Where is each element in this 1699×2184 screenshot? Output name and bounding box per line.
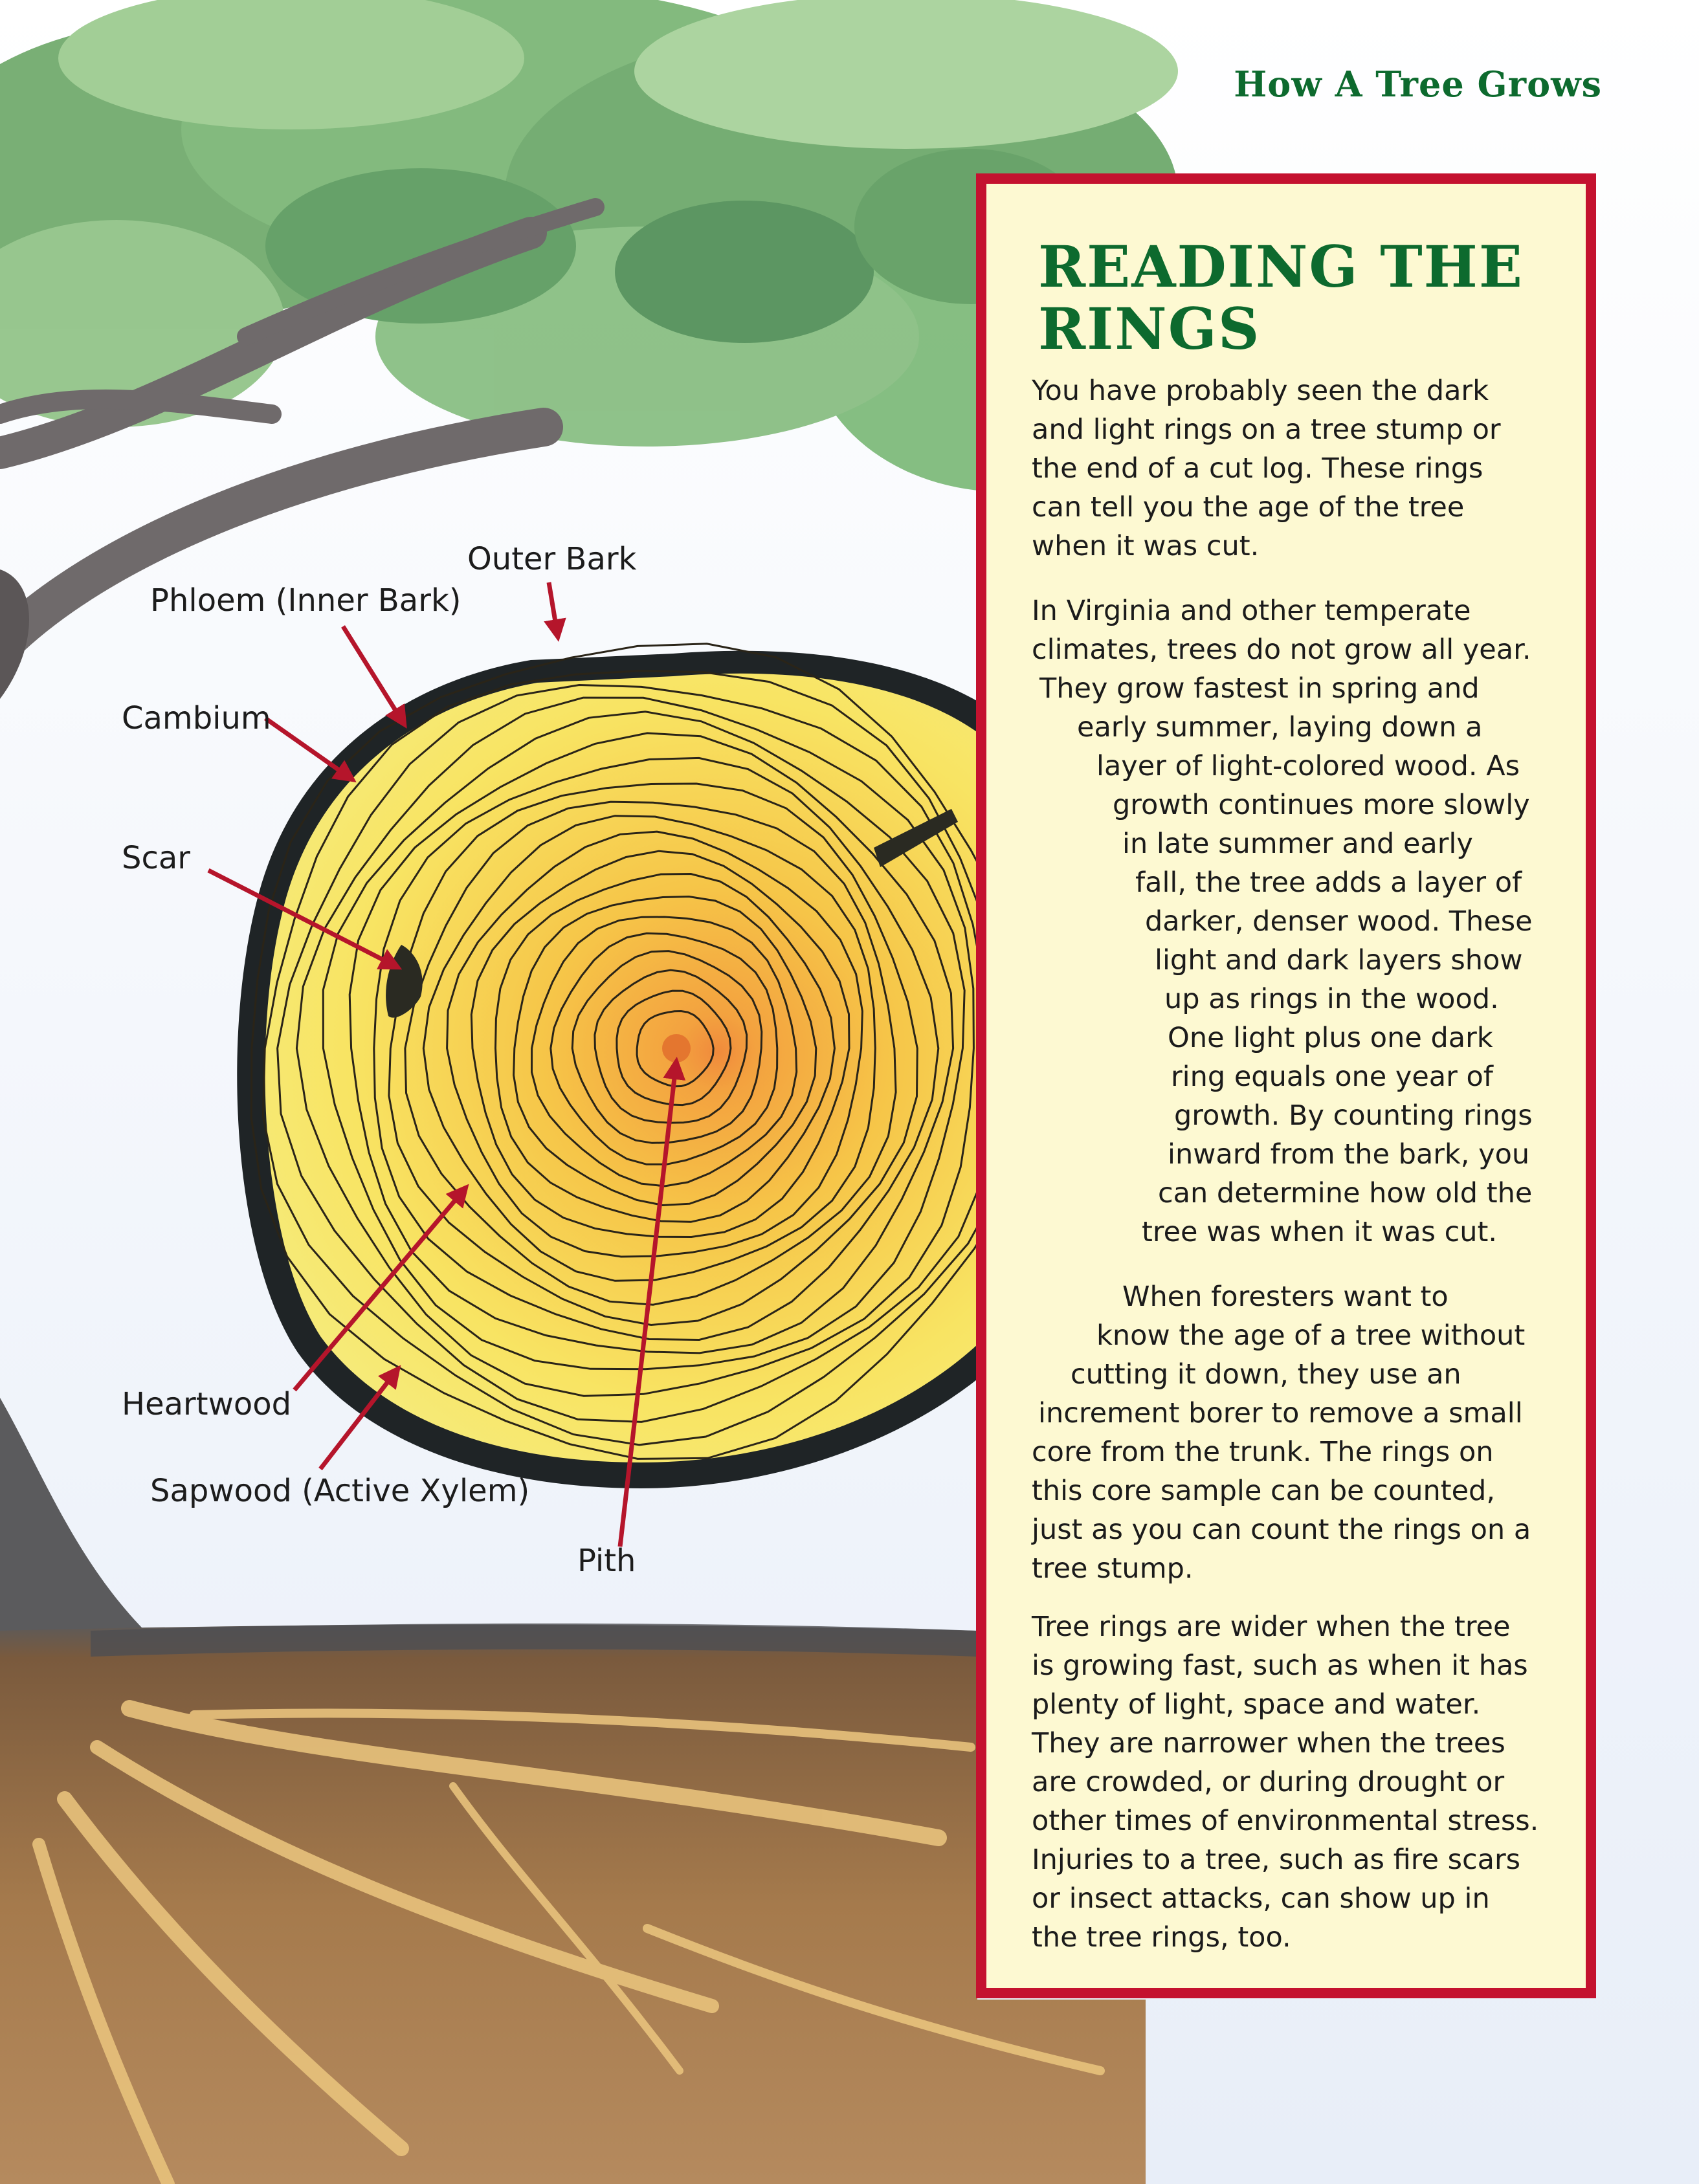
p4-line: Tree rings are wider when the tree <box>1032 1611 1511 1643</box>
p2-line: inward from the bark, you <box>1168 1138 1530 1171</box>
p4-line: are crowded, or during drought or <box>1032 1766 1505 1798</box>
section-header: How A Tree Grows <box>1234 63 1602 105</box>
pith <box>662 1034 691 1063</box>
p4-line: plenty of light, space and water. <box>1032 1688 1481 1721</box>
paragraph-1 <box>1032 371 1501 566</box>
label-cambium: Cambium <box>122 700 271 736</box>
p3-line: increment borer to remove a small <box>1038 1397 1523 1429</box>
paragraph-3 <box>1032 1277 1531 1588</box>
p1-line: can tell you the age of the tree <box>1032 491 1465 524</box>
p2-line: ring equals one year of <box>1171 1061 1493 1093</box>
p4-line: or insect attacks, can show up in <box>1032 1882 1490 1915</box>
p2-line: tree was when it was cut. <box>1142 1216 1498 1248</box>
label-pith: Pith <box>577 1543 636 1579</box>
p1-line: the end of a cut log. These rings <box>1032 452 1483 485</box>
p2-line: growth continues more slowly <box>1113 789 1530 821</box>
label-phloem: Phloem (Inner Bark) <box>150 582 461 619</box>
panel-title-line1: READING THE <box>1038 233 1524 300</box>
paragraph-2 <box>1032 591 1533 1252</box>
p4-line: Injuries to a tree, such as fire scars <box>1032 1844 1521 1876</box>
p2-line: light and dark layers show <box>1155 944 1523 976</box>
p2-line: up as rings in the wood. <box>1164 983 1499 1015</box>
p2-line: early summer, laying down a <box>1077 711 1483 744</box>
reading-rings-panel <box>976 173 1596 1998</box>
panel-title-line2: RINGS <box>1038 295 1261 362</box>
p2-line: layer of light-colored wood. As <box>1096 750 1520 782</box>
p3-line: just as you can count the rings on a <box>1032 1514 1531 1546</box>
p4-line: They are narrower when the trees <box>1032 1727 1505 1759</box>
p2-line: darker, denser wood. These <box>1145 905 1533 938</box>
p3-line: When foresters want to <box>1122 1281 1449 1313</box>
p2-line: growth. By counting rings <box>1174 1099 1533 1132</box>
p3-line: cutting it down, they use an <box>1071 1358 1461 1391</box>
p3-line: tree stump. <box>1032 1552 1194 1585</box>
p2-line: One light plus one dark <box>1168 1022 1493 1054</box>
label-sapwood: Sapwood (Active Xylem) <box>150 1473 530 1509</box>
p1-line: You have probably seen the dark <box>1032 375 1489 407</box>
label-heartwood: Heartwood <box>122 1386 292 1422</box>
p3-line: core from the trunk. The rings on <box>1032 1436 1494 1468</box>
ground <box>0 1625 1146 2184</box>
p1-line: when it was cut. <box>1032 530 1260 562</box>
p1-line: and light rings on a tree stump or <box>1032 414 1501 446</box>
p2-line: In Virginia and other temperate <box>1032 595 1471 627</box>
p4-line: is growing fast, such as when it has <box>1032 1649 1528 1682</box>
p2-line: climates, trees do not grow all year. <box>1032 634 1531 666</box>
p3-line: this core sample can be counted, <box>1032 1475 1496 1507</box>
p2-line: They grow fastest in spring and <box>1039 672 1480 705</box>
p2-line: can determine how old the <box>1158 1177 1533 1209</box>
p4-line: other times of environmental stress. <box>1032 1805 1539 1837</box>
label-scar: Scar <box>122 840 191 876</box>
p3-line: know the age of a tree without <box>1096 1319 1526 1352</box>
p2-line: in late summer and early <box>1122 828 1473 860</box>
p2-line: fall, the tree adds a layer of <box>1135 866 1522 899</box>
p4-line: the tree rings, too. <box>1032 1921 1291 1954</box>
paragraph-4 <box>1032 1607 1538 1957</box>
label-outer-bark: Outer Bark <box>467 541 637 577</box>
panel-title <box>1038 233 1524 362</box>
